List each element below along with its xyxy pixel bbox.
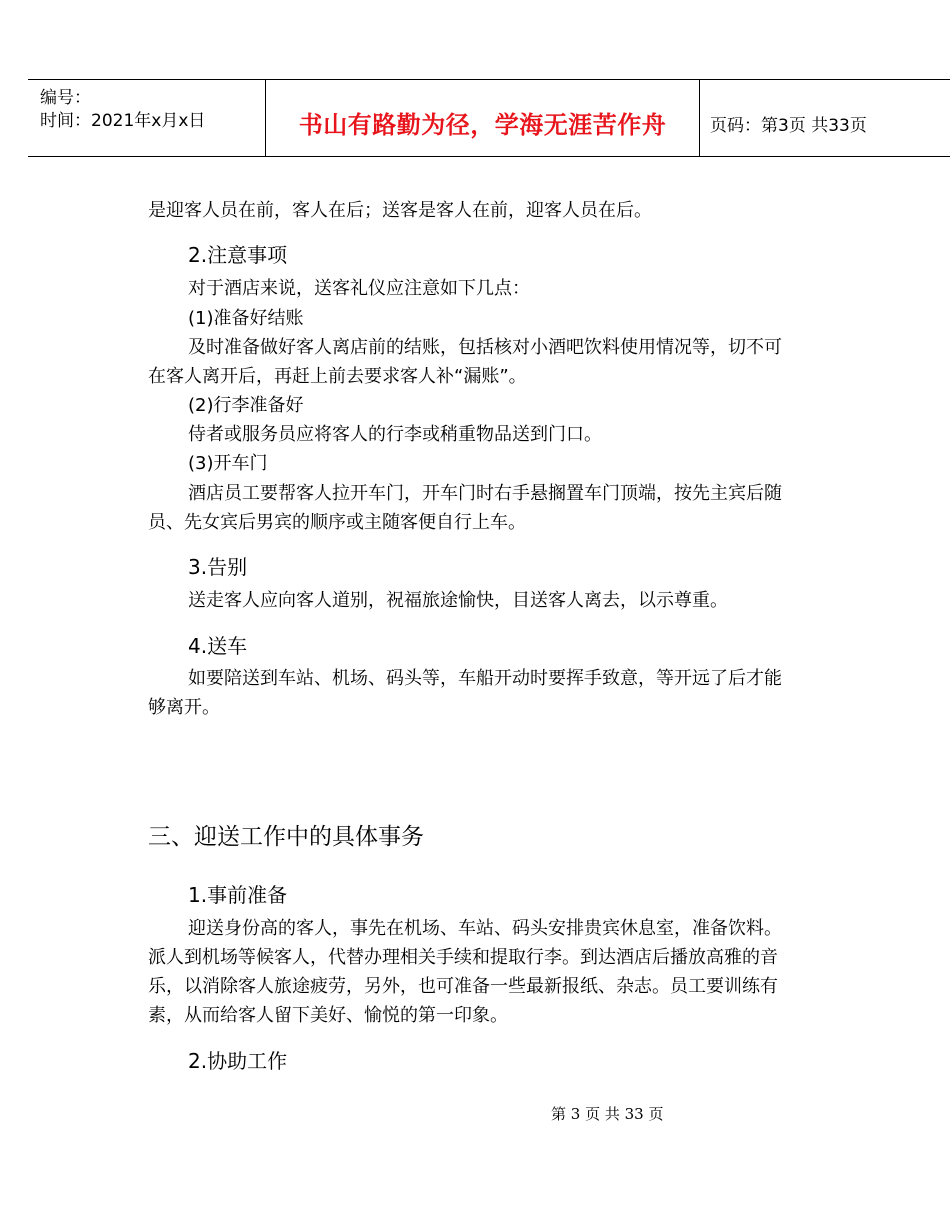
- header-center-cell: [265, 80, 700, 156]
- date-label: 时间：2021年x月x日: [40, 111, 206, 131]
- paragraph-line: 乐，以消除客人旅途疲劳，另外，也可准备一些最新报纸、杂志。员工要训练有: [148, 976, 778, 997]
- paragraph-line: 素，从而给客人留下美好、愉悦的第一印象。: [148, 1005, 508, 1026]
- document-header: [28, 79, 950, 157]
- paragraph-line: 迎送身份高的客人，事先在机场、车站、码头安排贵宾休息室，准备饮料。: [188, 918, 782, 939]
- sub-heading: (1)准备好结账: [188, 308, 304, 329]
- section-heading: 4.送车: [188, 634, 248, 658]
- paragraph-line: 够离开。: [148, 697, 220, 718]
- paragraph-line: 派人到机场等候客人，代替办理相关手续和提取行李。到达酒店后播放高雅的音: [148, 947, 778, 968]
- paragraph-line: 送走客人应向客人道别，祝福旅途愉快，目送客人离去，以示尊重。: [188, 590, 728, 611]
- paragraph-line: 酒店员工要帮客人拉开车门，开车门时右手悬搁置车门顶端，按先主宾后随: [188, 483, 782, 504]
- header-left-cell: [28, 80, 265, 156]
- page-info: 页码：第3页 共33页: [710, 116, 867, 136]
- paragraph-line: 对于酒店来说，送客礼仪应注意如下几点：: [188, 278, 530, 299]
- section-heading: 2.协助工作: [188, 1049, 288, 1073]
- serial-number-label: 编号：: [40, 88, 91, 108]
- paragraph-line: 如要陪送到车站、机场、码头等，车船开动时要挥手致意，等开远了后才能: [188, 668, 782, 689]
- section-heading: 2.注意事项: [188, 243, 288, 267]
- sub-heading: (2)行李准备好: [188, 395, 304, 416]
- motto-title: 书山有路勤为径，学海无涯苦作舟: [298, 110, 667, 139]
- paragraph-line: 侍者或服务员应将客人的行李或稍重物品送到门口。: [188, 424, 602, 445]
- section-heading: 3.告别: [188, 555, 248, 579]
- header-right-cell: [700, 80, 950, 156]
- section-heading: 1.事前准备: [188, 883, 288, 907]
- chapter-heading: 三、迎送工作中的具体事务: [148, 824, 424, 850]
- sub-heading: (3)开车门: [188, 453, 268, 474]
- paragraph-line: 员、先女宾后男宾的顺序或主随客便自行上车。: [148, 512, 526, 533]
- paragraph-line: 是迎客人员在前，客人在后；送客是客人在前，迎客人员在后。: [148, 200, 652, 221]
- page-footer: 第 3 页 共 33 页: [551, 1105, 664, 1123]
- paragraph-line: 及时准备做好客人离店前的结账，包括核对小酒吧饮料使用情况等，切不可: [188, 337, 782, 358]
- paragraph-line: 在客人离开后，再赶上前去要求客人补“漏账”。: [148, 366, 527, 387]
